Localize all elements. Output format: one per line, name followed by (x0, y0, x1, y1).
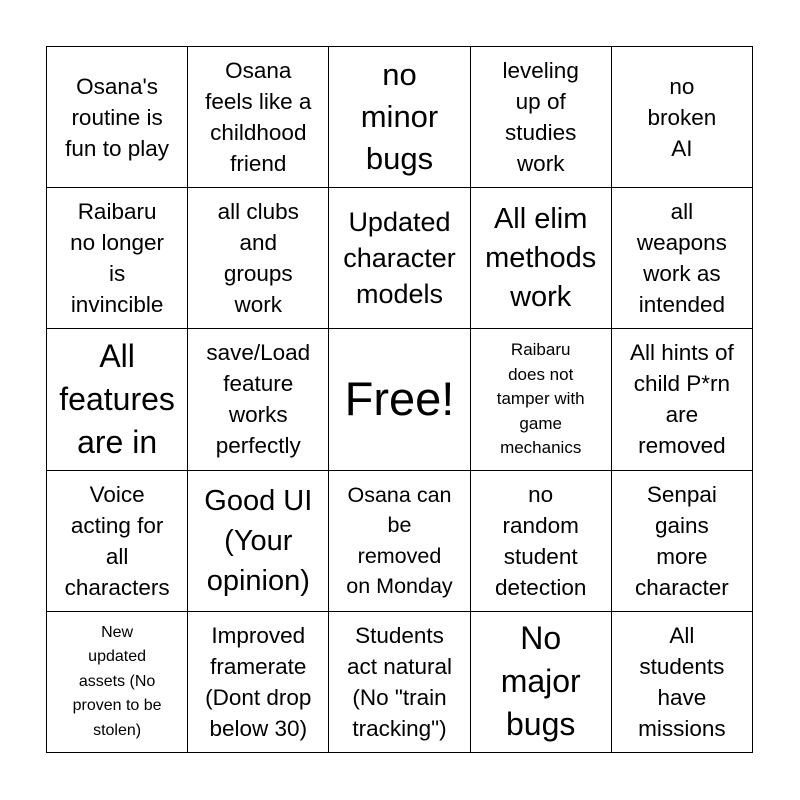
cell-text: Raibaru does not tamper with game mechanics (496, 340, 585, 458)
cell-text: Senpai gains more character (634, 481, 729, 600)
bingo-cell[interactable] (329, 47, 470, 188)
bingo-cell[interactable] (188, 329, 329, 470)
cell-text: All elim methods work (485, 202, 597, 313)
bingo-cell[interactable] (47, 471, 188, 612)
bingo-cell[interactable] (612, 188, 753, 329)
bingo-cell[interactable] (471, 47, 612, 188)
bingo-board (46, 46, 753, 753)
bingo-cell[interactable] (471, 471, 612, 612)
bingo-cell[interactable] (612, 47, 753, 188)
cell-text: all weapons work as intended (636, 199, 727, 318)
cell-text: All hints of child P*rn are removed (629, 340, 734, 459)
cell-text: no broken AI (647, 73, 717, 161)
cell-text: Voice acting for all characters (64, 481, 170, 600)
cell-text: Raibaru no longer is invincible (70, 199, 164, 318)
bingo-cell[interactable] (612, 329, 753, 470)
cell-text: All features are in (59, 337, 175, 460)
cell-text: all clubs and groups work (217, 199, 299, 318)
free-cell-text: Free! (344, 372, 455, 426)
bingo-cell[interactable] (329, 188, 470, 329)
bingo-cell[interactable] (47, 188, 188, 329)
bingo-cell[interactable] (471, 612, 612, 753)
bingo-cell[interactable] (329, 612, 470, 753)
bingo-cell[interactable] (188, 188, 329, 329)
cell-text: Osana's routine is fun to play (65, 73, 169, 161)
bingo-cell[interactable] (47, 612, 188, 753)
bingo-cell[interactable] (471, 188, 612, 329)
bingo-cell[interactable] (329, 471, 470, 612)
cell-text: no random student detection (495, 481, 587, 600)
cell-text: Updated character models (343, 207, 456, 310)
cell-text: Students act natural (No "train tracking") (346, 622, 453, 741)
cell-text: Improved framerate (Dont drop below 30) (205, 622, 312, 741)
cell-text: Osana can be removed on Monday (346, 482, 453, 599)
free-cell[interactable] (329, 329, 470, 470)
bingo-cell[interactable] (612, 612, 753, 753)
bingo-cell[interactable] (471, 329, 612, 470)
cell-text: Good UI (Your opinion) (204, 484, 313, 597)
bingo-cell[interactable] (188, 612, 329, 753)
cell-text: save/Load feature works perfectly (206, 340, 311, 459)
bingo-cell[interactable] (188, 47, 329, 188)
bingo-cell[interactable] (612, 471, 753, 612)
cell-text: leveling up of studies work (502, 58, 579, 177)
bingo-cell[interactable] (47, 47, 188, 188)
cell-text: Osana feels like a childhood friend (205, 58, 312, 177)
bingo-cell[interactable] (47, 329, 188, 470)
cell-text: no minor bugs (360, 57, 439, 177)
cell-text: New updated assets (No proven to be stolen) (72, 623, 162, 739)
bingo-cell[interactable] (188, 471, 329, 612)
cell-text: All students have missions (638, 622, 726, 741)
cell-text: No major bugs (500, 620, 581, 743)
